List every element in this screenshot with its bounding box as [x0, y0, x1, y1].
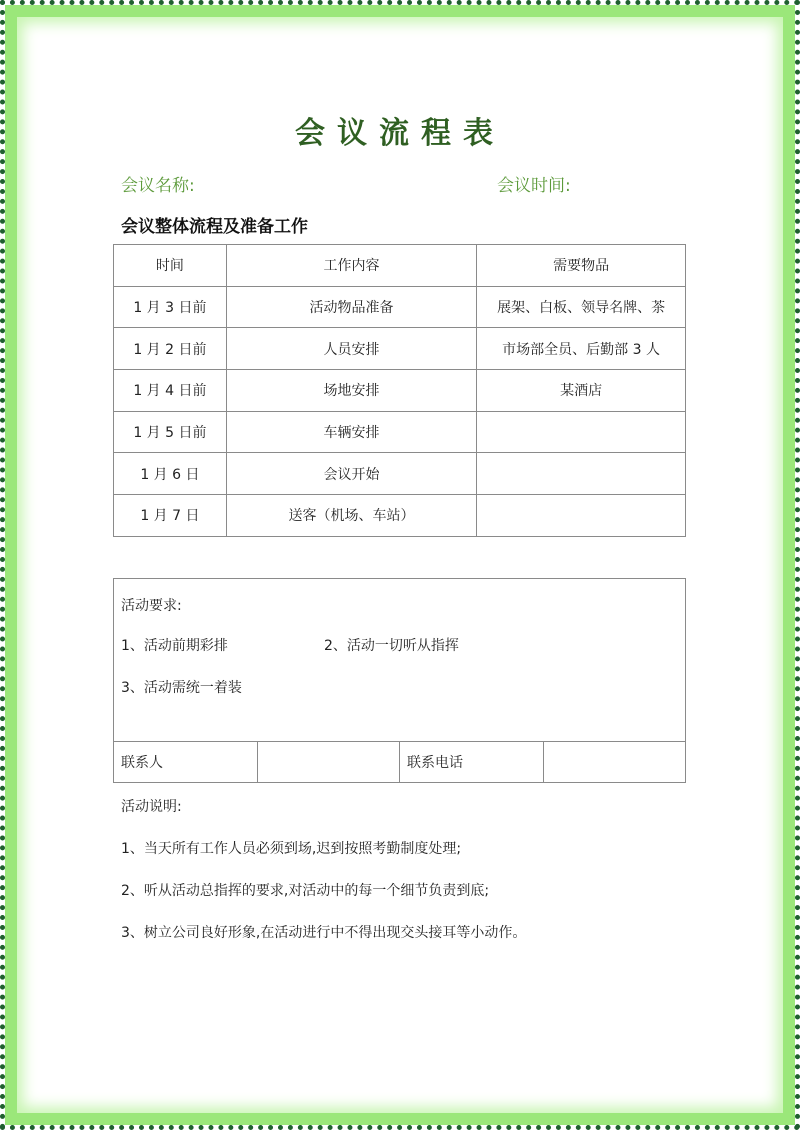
flow-table: [113, 244, 686, 537]
cell-time: 1 月 6 日: [114, 453, 227, 495]
requirement-item: 1、活动前期彩排: [121, 638, 228, 654]
note-item: 1、当天所有工作人员必须到场,迟到按照考勤制度处理;: [121, 841, 462, 857]
contact-row: [114, 741, 685, 782]
cell-time: 1 月 7 日: [114, 495, 227, 537]
cell-time: 1 月 5 日前: [114, 411, 227, 453]
cell-time: 1 月 2 日前: [114, 328, 227, 370]
note-item: 2、听从活动总指挥的要求,对活动中的每一个细节负责到底;: [121, 883, 490, 899]
table-row: [114, 495, 686, 537]
table-row: [114, 286, 686, 328]
requirements-heading: 活动要求:: [121, 598, 182, 614]
table-header-row: [114, 245, 686, 287]
contact-phone-label: 联系电话: [400, 742, 544, 782]
contact-person-field[interactable]: [258, 742, 400, 782]
cell-content: 人员安排: [226, 328, 476, 370]
cell-content: 场地安排: [226, 370, 476, 412]
header-items: 需要物品: [477, 245, 686, 287]
table-row: [114, 370, 686, 412]
header-content: 工作内容: [226, 245, 476, 287]
cell-content: 活动物品准备: [226, 286, 476, 328]
contact-person-label: 联系人: [114, 742, 258, 782]
table-row: [114, 328, 686, 370]
requirement-item: 2、活动一切听从指挥: [324, 638, 459, 654]
page-title: 会议流程表: [295, 116, 505, 151]
cell-content: 会议开始: [226, 453, 476, 495]
table-row: [114, 411, 686, 453]
cell-content: 送客（机场、车站）: [226, 495, 476, 537]
cell-content: 车辆安排: [226, 411, 476, 453]
cell-items: 展架、白板、领导名牌、茶: [477, 286, 686, 328]
note-item: 3、树立公司良好形象,在活动进行中不得出现交头接耳等小动作。: [121, 925, 527, 941]
meeting-name-label: 会议名称:: [121, 176, 195, 196]
cell-items: 市场部全员、后勤部 3 人: [477, 328, 686, 370]
cell-items: 某酒店: [477, 370, 686, 412]
cell-time: 1 月 3 日前: [114, 286, 227, 328]
header-time: 时间: [114, 245, 227, 287]
requirements-box: [113, 578, 686, 783]
cell-items: [477, 495, 686, 537]
meeting-time-label: 会议时间:: [497, 176, 571, 196]
requirement-item: 3、活动需统一着装: [121, 680, 242, 696]
cell-items: [477, 411, 686, 453]
notes-heading: 活动说明:: [121, 799, 182, 815]
contact-phone-field[interactable]: [544, 742, 685, 782]
section-title: 会议整体流程及准备工作: [121, 217, 308, 237]
table-row: [114, 453, 686, 495]
cell-time: 1 月 4 日前: [114, 370, 227, 412]
cell-items: [477, 453, 686, 495]
